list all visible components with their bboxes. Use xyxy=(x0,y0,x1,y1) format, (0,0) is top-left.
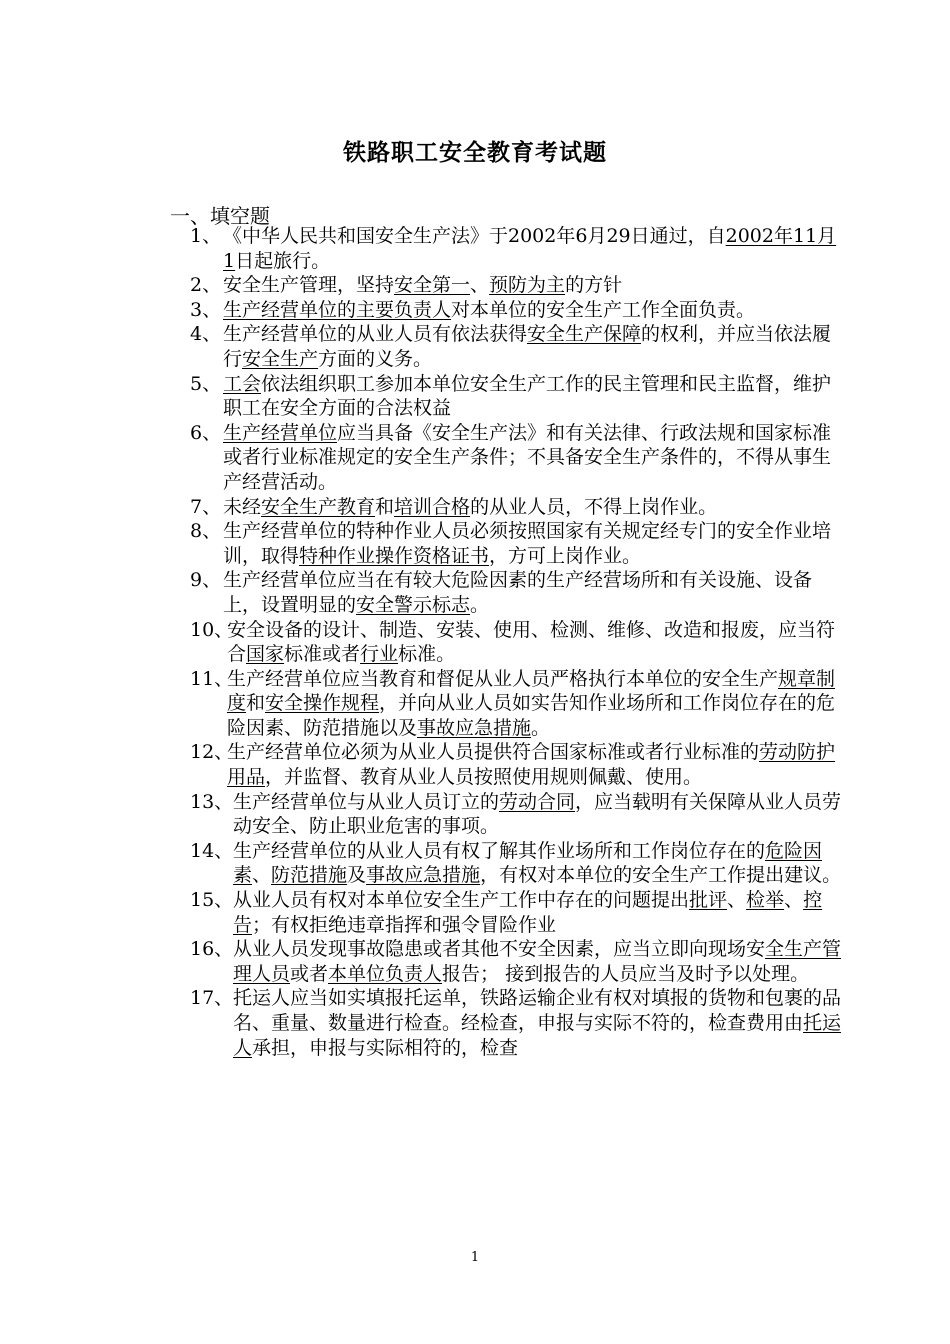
question-item xyxy=(190,667,847,741)
answer-blank: 预防为主 xyxy=(489,274,566,297)
question-item xyxy=(190,224,843,273)
question-item xyxy=(190,568,843,617)
question-item xyxy=(190,495,843,520)
answer-blank: 安全生产 xyxy=(242,347,319,370)
question-text: 和 xyxy=(246,692,266,715)
question-number: 14、 xyxy=(190,839,234,862)
question-text: 、 xyxy=(252,864,272,887)
question-text: 托运人应当如实填报托运单，铁路运输企业有权对填报的货物和包裹的品名、重量、数量进行检查。经检查，申报与实际不符的，检查费用由 xyxy=(233,987,842,1034)
question-text: 依法组织职工参加本单位安全生产工作的民主管理和民主监督，维护职工在安全方面的合法权益 xyxy=(223,372,832,420)
question-text: 的从业人员，不得上岗作业。 xyxy=(470,495,718,518)
question-number: 1、 xyxy=(190,225,222,247)
question-item xyxy=(190,273,843,298)
answer-blank: 安全生产保障 xyxy=(527,323,642,346)
question-item xyxy=(190,986,853,1060)
question-number: 11、 xyxy=(190,667,234,690)
question-text: 的方针 xyxy=(565,274,623,297)
question-text: 的权利，并应当依法履行 xyxy=(223,323,832,370)
question-text: 从业人员发现事故隐患或者其他不安全因素，应当立即向现场安 xyxy=(233,938,766,961)
answer-blank: 危险因素 xyxy=(233,839,823,887)
question-number: 13、 xyxy=(190,790,234,813)
question-text: 生产经营单位的从业人员有依法获得 xyxy=(223,323,528,346)
question-text: ，应当载明有关保障从业人员劳动安全、防止职业危害的事项。 xyxy=(233,790,842,838)
question-number: 5、 xyxy=(190,372,222,395)
question-item xyxy=(190,888,853,937)
question-item xyxy=(190,839,853,888)
question-item xyxy=(190,372,843,421)
question-list xyxy=(0,224,950,1060)
question-text: ，方可上岗作业。 xyxy=(489,544,642,567)
question-text: 安全生产管理，坚持 xyxy=(223,274,395,297)
answer-blank: 安全操作规程 xyxy=(265,692,380,715)
question-text: 生产经营单位必须为从业人员提供符合国家标准或者行业标准的 xyxy=(227,741,760,764)
answer-blank: 事故应急措施 xyxy=(417,716,532,739)
question-text: ，并监督、教育从业人员按照使用规则佩戴、使用。 xyxy=(265,766,703,789)
question-number: 17、 xyxy=(190,987,234,1010)
question-item xyxy=(190,519,843,568)
question-text: 生产经营单位应当教育和督促从业人员严格执行本单位的安全生产 xyxy=(227,667,779,690)
answer-blank: 2002年11月1 xyxy=(223,225,837,272)
question-text: 对本单位的安全生产工作全面负责。 xyxy=(451,298,756,321)
answer-blank: 国家 xyxy=(246,643,285,666)
answer-blank: 安全生产教育 xyxy=(261,495,376,518)
question-text: 生产经营单位的从业人员有权了解其作业场所和工作岗位存在的 xyxy=(233,839,766,862)
answer-blank: 安全警示标志 xyxy=(356,593,471,616)
answer-blank: 防范措施 xyxy=(271,864,348,887)
question-text: 、 xyxy=(784,889,804,912)
question-text: 、 xyxy=(727,889,747,912)
section-heading: 一、填空题 xyxy=(170,204,270,228)
question-text: 应当具备《安全生产法》和有关法律、行政法规和国家标准或者行业标准规定的安全生产条件；不具备安全生产条件的，不得从事生产经营活动。 xyxy=(223,421,832,493)
question-text: 标准。 xyxy=(398,643,456,666)
answer-blank: 劳动防护用品 xyxy=(227,741,836,789)
question-text: 、 xyxy=(470,274,490,297)
question-item xyxy=(190,322,843,371)
question-item xyxy=(190,618,847,667)
question-item xyxy=(190,937,853,986)
question-number: 3、 xyxy=(190,298,222,321)
question-number: 6、 xyxy=(190,421,222,444)
answer-blank: 行业 xyxy=(360,643,399,666)
question-text: 。 xyxy=(470,593,490,616)
answer-blank: 特种作业操作资格证书 xyxy=(299,544,490,567)
answer-blank: 控告 xyxy=(233,889,823,936)
answer-blank: 劳动合同 xyxy=(499,790,576,813)
question-number: 4、 xyxy=(190,323,222,346)
question-text: 安全设备的设计、制造、安装、使用、检测、维修、改造和报废，应当符合 xyxy=(227,618,836,666)
question-text: 日起旅行。 xyxy=(235,249,331,272)
question-item xyxy=(190,298,843,323)
answer-blank: 检举 xyxy=(746,889,785,912)
question-text: 承担，申报与实际相符的，检查 xyxy=(252,1036,519,1059)
question-text: 报告； 接到报告的人员应当及时予以处理。 xyxy=(442,962,810,985)
answer-blank: 工会 xyxy=(223,372,262,395)
question-number: 16、 xyxy=(190,938,234,961)
question-text: 从业人员有权对本单位安全生产工作中存在的问题提出 xyxy=(233,889,690,912)
answer-blank: 本单位负责人 xyxy=(328,962,443,985)
answer-blank: 批评 xyxy=(689,889,728,912)
question-text: 和 xyxy=(375,495,395,518)
question-number: 2、 xyxy=(190,274,222,297)
question-item xyxy=(190,790,853,839)
question-text: 标准或者 xyxy=(284,643,361,666)
question-text: 生产经营单位的特种作业人员必须按照国家有关规定经专门的安全作业培训，取得 xyxy=(223,520,832,567)
question-number: 10、 xyxy=(190,618,234,641)
question-text: ，并向从业人员如实告知作业场所和工作岗位存在的危险因素、防范措施以及 xyxy=(227,692,836,739)
answer-blank: 全生产管理人员 xyxy=(233,938,842,985)
question-number: 8、 xyxy=(190,520,222,543)
question-text: 未经 xyxy=(223,495,262,518)
question-text: 《中华人民共和国安全生产法》于2002年6月29日通过，自 xyxy=(223,225,726,247)
question-item xyxy=(190,421,843,495)
answer-blank: 安全第一 xyxy=(394,274,471,297)
question-text: 及 xyxy=(347,864,367,887)
question-text: ；有权拒绝违章指挥和强令冒险作业 xyxy=(252,913,557,936)
question-text: ，有权对本单位的安全生产工作提出建议。 xyxy=(480,864,842,887)
question-number: 15、 xyxy=(190,889,234,912)
answer-blank: 规章制度 xyxy=(227,667,836,715)
question-number: 7、 xyxy=(190,495,222,518)
question-text: 方面的义务。 xyxy=(318,347,433,370)
question-text: 生产经营单位与从业人员订立的 xyxy=(233,790,500,813)
answer-blank: 托运人 xyxy=(233,1012,842,1059)
answer-blank: 事故应急措施 xyxy=(366,864,481,887)
answer-blank: 生产经营单位 xyxy=(223,421,338,444)
question-text: 。 xyxy=(531,716,551,739)
question-item xyxy=(190,740,847,789)
answer-blank: 培训合格 xyxy=(394,495,471,518)
document-title: 铁路职工安全教育考试题 xyxy=(343,139,607,166)
page-number: 1 xyxy=(470,1250,480,1265)
question-text: 生产经营单位应当在有较大危险因素的生产经营场所和有关设施、设备上，设置明显的 xyxy=(223,569,813,616)
answer-blank: 生产经营单位的主要负责人 xyxy=(223,298,452,321)
question-number: 9、 xyxy=(190,569,222,592)
question-text: 或者 xyxy=(290,962,329,985)
question-number: 12、 xyxy=(190,741,234,764)
